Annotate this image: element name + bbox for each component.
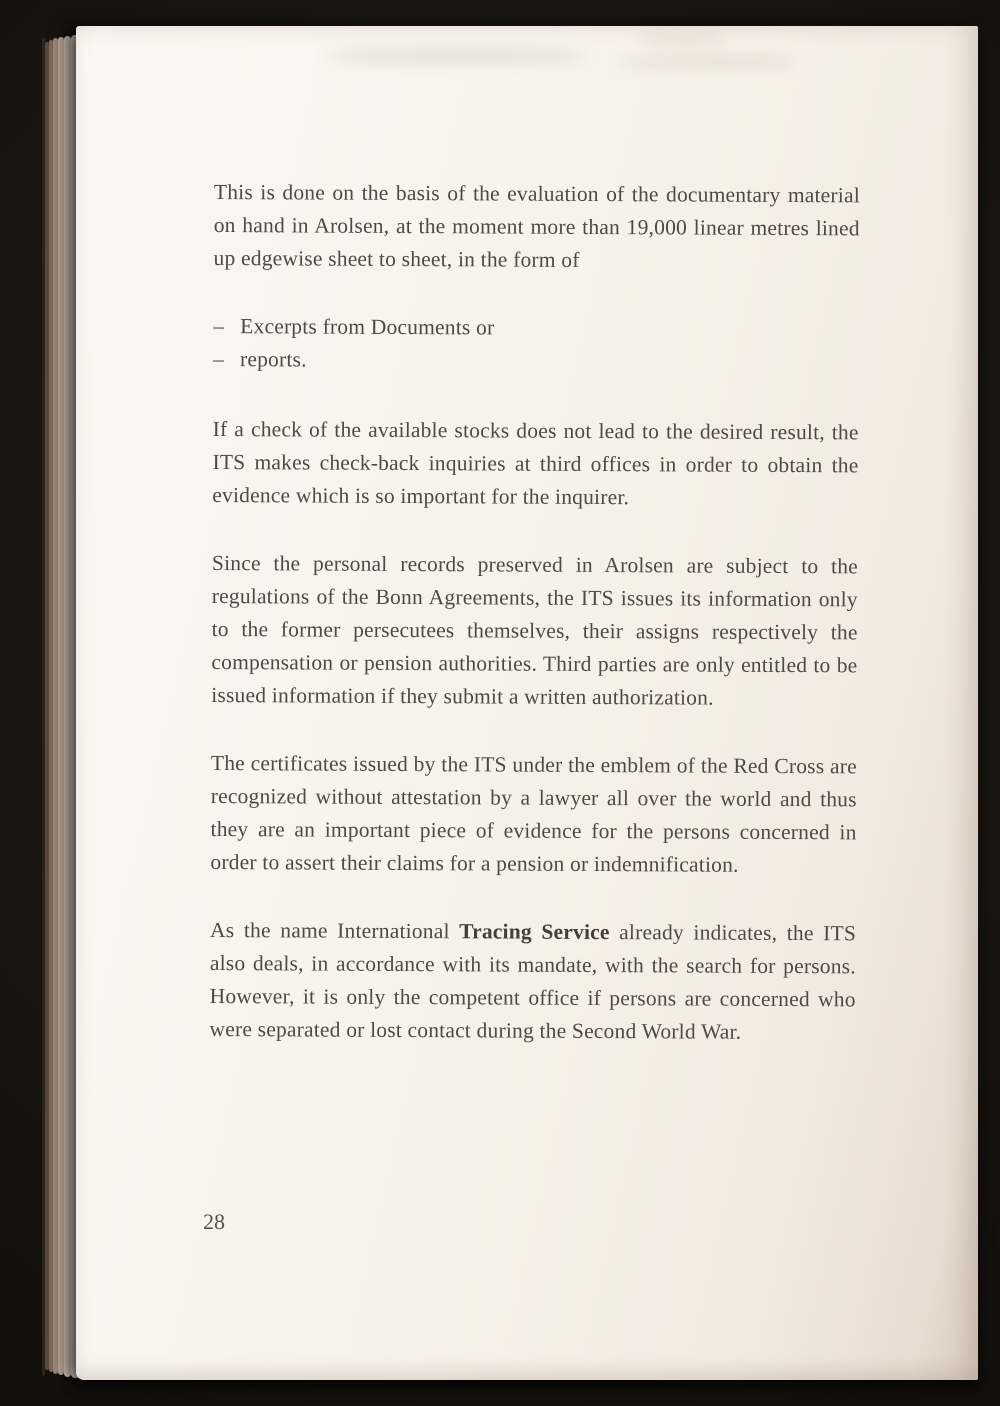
- page-edge: [64, 36, 71, 1377]
- list-item: [213, 310, 859, 346]
- paragraph-5-bold: Tracing Service: [459, 919, 610, 945]
- list-item: [213, 343, 859, 379]
- list-item-dash: –: [212, 346, 225, 372]
- show-through-smudge: [636, 34, 726, 44]
- list-item-dash: –: [213, 313, 225, 339]
- paragraph-4: The certificates issued by the ITS under the emblem of the Red Cross are recognized without attestation by a lawyer all over the world and thus they are an important piece of evidence for the persons concerned in order to assert their claims for a pension or indemnification.: [210, 750, 857, 877]
- show-through-smudge: [616, 56, 796, 68]
- page-number: 28: [202, 1208, 226, 1235]
- paragraph-5: [209, 914, 856, 1049]
- paragraph-2: If a check of the available stocks does not lead to the desired result, the ITS makes check-back inquiries at third offices in order to obtain the evidence which is so important for the inquirer.: [212, 416, 859, 510]
- list-item-text: reports.: [239, 347, 307, 372]
- paragraph-5-post: already indicates, the ITS also deals, in accordance with its mandate, with the search for persons. However, it is only the competent office if persons are concerned who were separated or lost contact during the Second World War.: [209, 920, 857, 1044]
- paragraph-3: Since the personal records preserved in Arolsen are subject to the regulations of the Bonn Agreements, the ITS issues its information only to the former persecutees themselves, their assigns respectively the compensation or pension authorities. Third parties are only entitled to be issued information if they submit a written authorization.: [211, 550, 859, 710]
- show-through-smudge: [326, 48, 586, 64]
- page-text: [209, 176, 860, 1084]
- list-item-text: Excerpts from Documents or: [240, 314, 495, 340]
- paragraph-5-pre: As the name International: [209, 917, 460, 944]
- book-page: [76, 26, 978, 1380]
- excerpts-list: [213, 310, 859, 379]
- paragraph-1: This is done on the basis of the evaluation of the documentary material on hand in Arolsen, at the moment more than 19,000 linear metres lined up edgewise sheet to sheet, in the form of: [213, 179, 860, 272]
